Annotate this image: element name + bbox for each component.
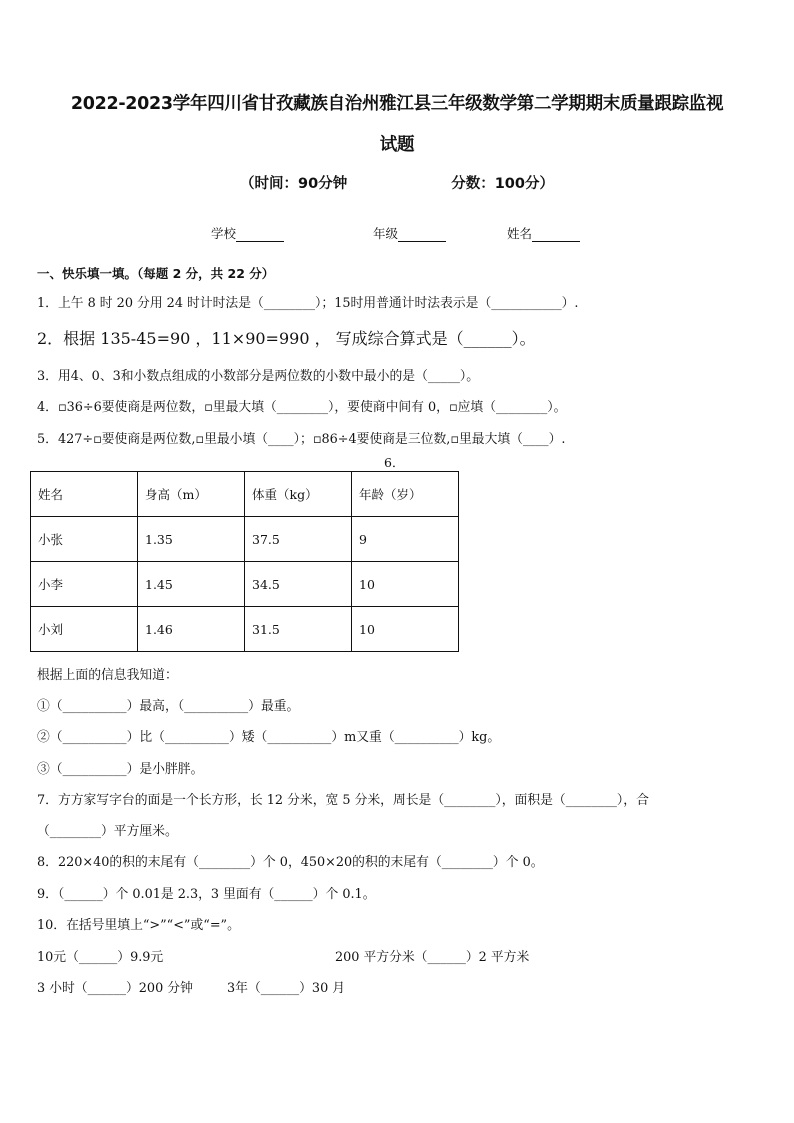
document-title-line2: 试题 [379,135,415,155]
table-cell: 1.45 [138,562,245,607]
compare-item-3: 3 小时（______）200 分钟 [37,981,193,996]
school-field[interactable] [211,224,284,242]
question-2: 2．根据 135-45=90 ，11×90=990 ， 写成综合算式是（______）。 [37,329,536,348]
question-6-part-1: ①（__________）最高，（__________）最重。 [37,699,300,714]
table-header-cell: 年龄（岁） [352,472,459,517]
table-cell: 小李 [31,562,138,607]
question-4: 4．▫36÷6要使商是两位数，▫里最大填（________），要使商中间有 0，▫应填（________）。 [37,400,567,415]
table-cell: 10 [352,607,459,652]
name-field[interactable] [507,224,580,242]
table-row [31,562,459,607]
name-blank[interactable] [532,228,580,242]
student-data-table [30,471,459,652]
grade-blank[interactable] [398,228,446,242]
grade-label: 年级 [373,226,399,241]
table-cell: 小刘 [31,607,138,652]
school-blank[interactable] [236,228,284,242]
section1-heading: 一、快乐填一填。（每题 2 分，共 22 分） [37,266,275,281]
question-6-part-3: ③（__________）是小胖胖。 [37,762,204,777]
question-5: 5．427÷▫要使商是两位数,▫里最小填（____）；▫86÷4要使商是三位数,▫里最大填（____）. [37,432,566,447]
compare-item-2: 200 平方分米（______）2 平方米 [335,950,530,965]
table-cell: 10 [352,562,459,607]
school-label: 学校 [211,226,237,241]
compare-item-4: 3年（______）30 月 [227,981,346,996]
table-header-row [31,472,459,517]
table-header-cell: 体重（kg） [245,472,352,517]
time-label: （时间：90分钟 [240,176,348,192]
question-10: 10．在括号里填上“>”“<”或“=”。 [37,918,240,933]
exam-meta [0,172,794,193]
table-cell: 1.46 [138,607,245,652]
question-6-number: 6． [384,455,405,470]
table-header-cell: 姓名 [31,472,138,517]
table-cell: 34.5 [245,562,352,607]
table-cell: 31.5 [245,607,352,652]
score-label: 分数：100分） [451,176,554,192]
compare-item-1: 10元（______）9.9元 [37,950,164,965]
question-7-line2: （________）平方厘米。 [37,824,178,839]
question-8: 8．220×40的积的末尾有（________）个 0，450×20的积的末尾有（________）个 0。 [37,855,544,870]
table-row [31,517,459,562]
question-7-line1: 7．方方家写字台的面是一个长方形，长 12 分米，宽 5 分米，周长是（________），面积是（________），合 [37,793,649,808]
table-cell: 37.5 [245,517,352,562]
table-header-cell: 身高（m） [138,472,245,517]
table-cell: 小张 [31,517,138,562]
question-3: 3．用4、0、3和小数点组成的小数部分是两位数的小数中最小的是（_____）。 [37,369,480,384]
question-6-intro: 根据上面的信息我知道： [37,668,178,683]
table-cell: 9 [352,517,459,562]
question-9: 9．（______）个 0.01是 2.3，3 里面有（______）个 0.1。 [37,887,376,902]
question-1: 1．上午 8 时 20 分用 24 时计时法是（________）；15时用普通计时法表示是（___________）. [37,296,579,311]
table-row [31,607,459,652]
document-title-line1: 2022-2023学年四川省甘孜藏族自治州雅江县三年级数学第二学期期末质量跟踪监视 [70,94,724,114]
grade-field[interactable] [373,224,446,242]
name-label: 姓名 [507,226,533,241]
table-cell: 1.35 [138,517,245,562]
question-6-part-2: ②（__________）比（__________）矮（__________）m又重（__________）kg。 [37,730,501,745]
